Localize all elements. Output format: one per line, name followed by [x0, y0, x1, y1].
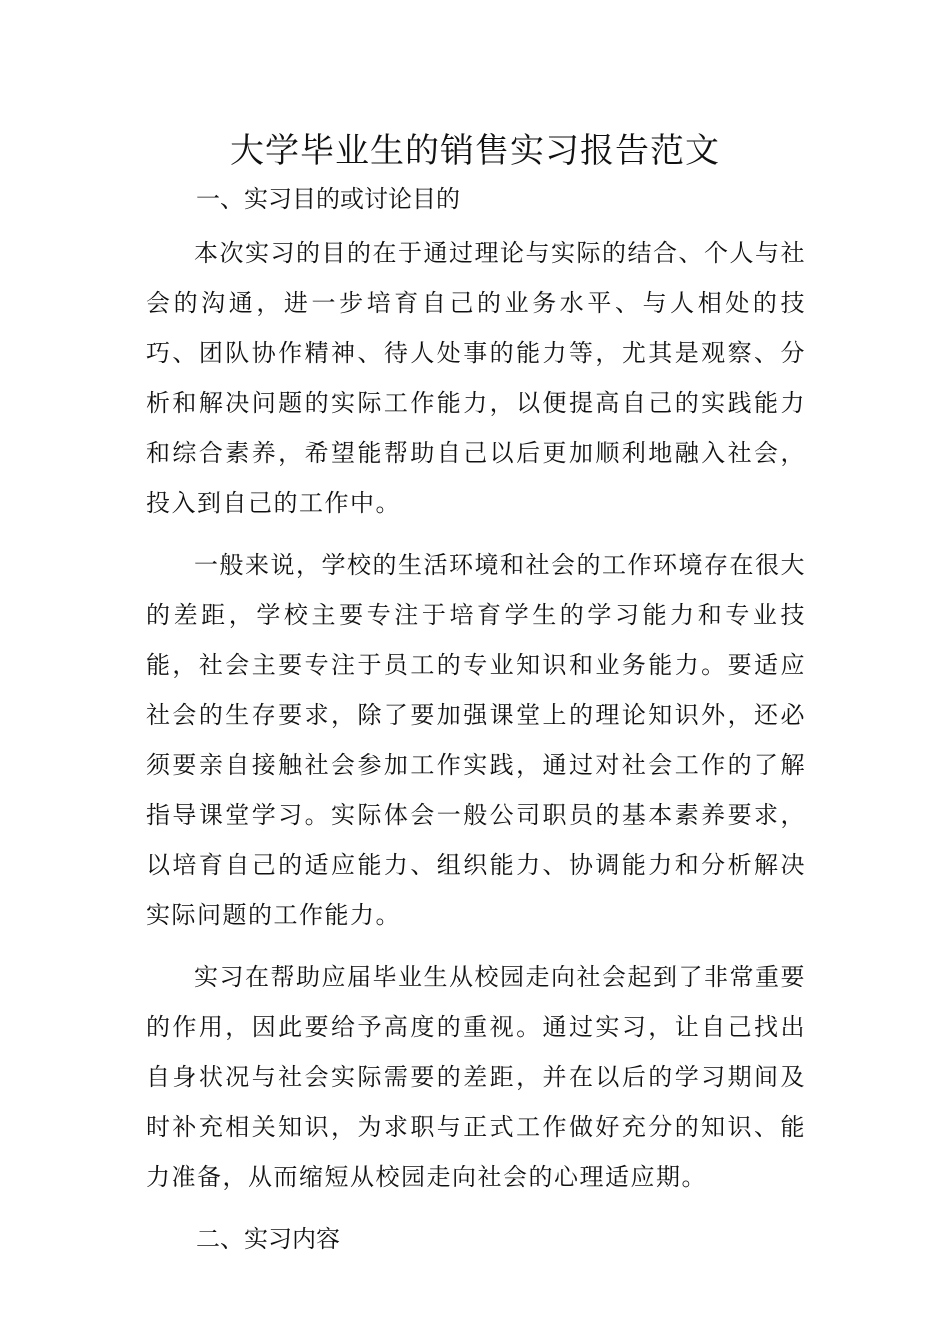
spacer: [146, 1202, 806, 1214]
document-body: [146, 174, 806, 1264]
paragraph-importance: 实习在帮助应届毕业生从校园走向社会起到了非常重要的作用，因此要给予高度的重视。通过实习，让自己找出自身状况与社会实际需要的差距，并在以后的学习期间及时补充相关知识，为求职与正式工作做好充分的知识、能力准备，从而缩短从校园走向社会的心理适应期。: [146, 963, 806, 1191]
spacer: [146, 940, 806, 952]
spacer: [146, 528, 806, 540]
paragraph-purpose: 本次实习的目的在于通过理论与实际的结合、个人与社会的沟通，进一步培育自己的业务水平、与人相处的技巧、团队协作精神、待人处事的能力等，尤其是观察、分析和解决问题的实际工作能力，以便提高自己的实践能力和综合素养，希望能帮助自己以后更加顺利地融入社会，投入到自己的工作中。: [146, 239, 806, 517]
section-heading-purpose: 一、实习目的或讨论目的: [196, 185, 460, 213]
page-title: 大学毕业生的销售实习报告范文: [230, 131, 720, 171]
paragraph-environment: 一般来说，学校的生活环境和社会的工作环境存在很大的差距，学校主要专注于培育学生的学习能力和专业技能，社会主要专注于员工的专业知识和业务能力。要适应社会的生存要求，除了要加强课堂上的理论知识外，还必须要亲自接触社会参加工作实践，通过对社会工作的了解指导课堂学习。实际体会一般公司职员的基本素养要求，以培育自己的适应能力、组织能力、协调能力和分析解决实际问题的工作能力。: [146, 551, 806, 929]
section-heading-content: 二、实习内容: [196, 1225, 340, 1253]
